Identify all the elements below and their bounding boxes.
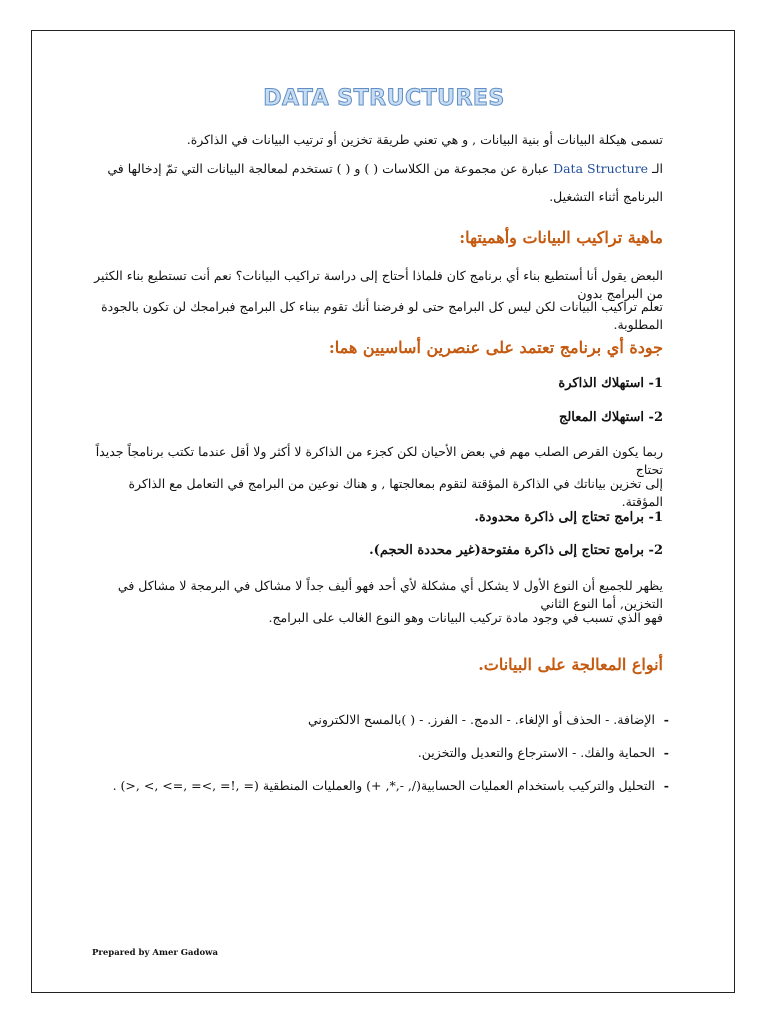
section3-heading: أنواع المعالجة على البيانات. — [478, 655, 663, 674]
data-structure-term: Data Structure — [553, 161, 649, 176]
section2-line-2: إلى تخزين بياناتك في الذاكرة المؤقتة لتقوم بمعالجتها , و هناك نوعين من البرامج في التعامل مع الذاكرة المؤقتة. — [128, 476, 663, 509]
section1-line-1: البعض يقول أنا أستطيع بناء أي برنامج كان فلماذا أحتاج إلى دراسة تراكيب البيانات؟ نعم أنت تستطيع بناء الكثير من البرامج بدون — [94, 268, 663, 301]
program-type-1: 1- برامج تحتاج إلى ذاكرة محدودة. — [474, 510, 663, 525]
intro-line-2-rest: عبارة عن مجموعة من الكلاسات ( ) و ( ) تستخدم لمعالجة البيانات التي تمّ إدخالها في — [107, 161, 550, 176]
section1-line-2: تعلم تراكيب البيانات لكن ليس كل البرامج حتى لو فرضنا أنك تقوم ببناء كل البرامج فبرامجك لن تكون بالجودة المطلوبة. — [101, 299, 663, 332]
footer-credit: Prepared by Amer Gadowa — [92, 948, 218, 958]
program-type-2: 2- برامج تحتاج إلى ذاكرة مفتوحة(غير محددة الحجم). — [369, 543, 663, 558]
list-item: - التحليل والتركيب باستخدام العمليات الحسابية(/, -,*, +) والعمليات المنطقية (= ,!= ,>= ,=> ,> ,<) . — [112, 778, 669, 793]
list-item: - الحماية والفك. - الاسترجاع والتعديل والتخزين. — [417, 745, 669, 760]
intro-line-2 — [92, 160, 663, 178]
bullet-dash-icon: - — [663, 712, 669, 727]
intro-line-1: تسمى هيكلة البيانات أو بنية البيانات , و هي تعني طريقة تخزين أو ترتيب البيانات في الذاكرة. — [186, 132, 663, 147]
document-title: DATA STRUCTURES — [263, 86, 505, 111]
section2-line-1: ربما يكون القرص الصلب مهم في بعض الأحيان لكن كجزء من الذاكرة لا أكثر ولا أقل عندما تكتب برنامجاً جديداً تحتاج — [95, 444, 663, 477]
intro-prefix: الـ — [652, 161, 663, 176]
section2-line-3: يظهر للجميع أن النوع الأول لا يشكل أي مشكلة لأي أحد فهو أليف جداً لا مشاكل في البرمجة لا مشاكل في التخزين, أما النوع الثاني — [117, 578, 663, 611]
bullet-dash-icon: - — [663, 778, 669, 793]
section2-heading: جودة أي برنامج تعتمد على عنصرين أساسيين هما: — [328, 338, 663, 357]
quality-item-memory: 1- استهلاك الذاكرة — [558, 376, 663, 391]
bullet-dash-icon: - — [663, 745, 669, 760]
list-item: - الإضافة. - الحذف أو الإلغاء. - الدمج. - الفرز. - ( )بالمسح الالكتروني — [307, 712, 669, 727]
section2-line-4: فهو الذي تسبب في وجود مادة تركيب البيانات وهو النوع الغالب على البرامج. — [268, 610, 663, 625]
quality-item-processor: 2- استهلاك المعالج — [558, 410, 663, 425]
intro-line-3: البرنامج أثناء التشغيل. — [549, 189, 663, 204]
section1-heading: ماهية تراكيب البيانات وأهميتها: — [459, 228, 663, 247]
